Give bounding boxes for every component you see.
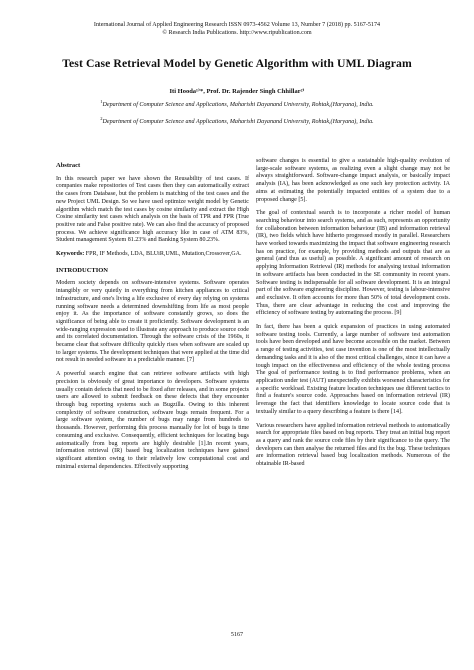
introduction-paragraph-1: Modern society depends on software-intensive systems. Software operates intangibly or very quietly in everything from kitchen appliances to critical infrastructure, and one's living a life exclusive of every day relying on systems running software needs a determined downshifting from life as most people enjoy it. As the importance of software constantly grows, so does the significance of being able to create it proficiently. Software development is an wide-ranging expression used to illustrate any approach to produce source code and its correlated documentation. Through the software crisis of the 1960s, it became clear that software difficulty quickly rises when software are scaled up to larger systems. The development techniques that were applied at the time did not result in needed software in a predictable manner. [7] (56, 280, 249, 364)
affiliation-1-mark: 1 (100, 99, 103, 104)
left-column (56, 160, 249, 477)
journal-header-line1: International Journal of Applied Engineering Research ISSN 0973-4562 Volume 13, Number 7 (2018) pp. 5167-5174 (93, 22, 381, 28)
right-paragraph-2: The goal of contextual search is to incorporate a richer model of human searching behaviour into search systems, and as such, represents an opportunity for collaboration between information behaviour (IB) and information retrieval (IR), two fields which have hitherto progressed mostly in parallel. Researchers have worked towards maximizing the impact that software engineering research has on practice, for example, by providing methods and outputs that are as general (and thus as useful) as possible. A significant amount of research on applying Information Retrieval (IR) methods for analysing textual information in software artifacts has been conducted in the SE community in recent years. Software testing is indispensable for all software development. It is an integral part of the software engineering discipline. However, testing is labour-intensive and exclusive. It often accounts for more than 50% of total development costs. Thus, there are clear advantage in reducing the cost and improving the efficiency of software testing by automating the process. [9] (256, 210, 450, 317)
journal-header-line2: © Research India Publications. http://www.ripublication.com (162, 30, 312, 37)
affiliation-2-mark: 2 (100, 116, 103, 121)
affiliation-2 (10, 116, 464, 125)
right-paragraph-1: software changes is essential to give a sustainable high-quality evolution of large-scale software systems, as realizing even a slight change may not be always straightforward. Software-change impact analysis, or basically impact analysis (IA), has been acknowledged as one such key protection activity. IA aims at estimating the potentially impacted entities of a system due to a proposed change [5]. (256, 158, 450, 203)
right-paragraph-3: In fact, there has been a quick expansion of practices in using automated software testing tools. Currently, a large number of software test automation tools have been developed and have become accessible on the market. Between a range of testing activities, test case invention is one of the most intellectually demanding tasks and it is also of the most critical challenges, since it can have a tough impact on the effectiveness and efficiency of the whole testing process The goal of performance testing is to find performance problems, when an application under test (AUT) unexpectedly exhibits worsened characteristics for a specific workload. Existing feature location techniques use different tactics to find a feature's source code. Approaches based on information retrieval (IR) leverage the fact that identifiers knowledge to locate source code that is textually similar to a query describing a feature is there [14]. (256, 324, 450, 415)
keywords-label: Keywords: (56, 251, 85, 258)
affiliation-2-text: Department of Computer Science and Applications, Maharishi Dayanand University, Rohtak,(Haryana), India. (102, 119, 374, 126)
keywords-text: FPR, IF Methods, LDA, BLUiR,UML, Mutation,Crossover,GA. (85, 251, 242, 258)
journal-header (20, 21, 454, 38)
affiliation-1-text: Department of Computer Science and Applications, Maharishi Dayanand University, Rohtak,(Haryana), India. (102, 102, 374, 109)
right-column (256, 158, 450, 475)
abstract-heading: Abstract (56, 162, 81, 169)
keywords (56, 251, 249, 259)
right-paragraph-4: Various researchers have applied information retrieval methods to automatically search for appropriate files based on bug reports. They treat an initial bug report as a query and rank the source code files by their significance to the query. The developers can then analyse the returned files and fix the bug. These techniques are information retrieval based bug localization methods. Numerous of the obtainable IR-based (256, 422, 450, 468)
introduction-heading: INTRODUCTION (56, 266, 109, 274)
abstract-text: In this research paper we have shown the Reusability of test cases. If companies make repositories of Test cases then they can automatically extract the cases from Database, but the problem is matching of the test cases and the new Project UML Design. So we have used optimize weight model by Genetic algorithm which match the test cases by cosine similarity and extract the High Cosine similarity test cases which analysis on the basis of TPR and FPR (True positive rate and False positive rate). We can also find the accuracy of proposed process. We achieve significance high accuracy like in case of ATM 83%, Student management System 81.23% and Banking System 80.23%. (56, 175, 249, 244)
page-number: 5167 (230, 632, 244, 638)
paper-title: Test Case Retrieval Model by Genetic Algorithm with UML Diagram (62, 57, 412, 70)
affiliation-1 (10, 99, 464, 108)
introduction-paragraph-2: A powerful search engine that can retrieve software artifacts with high precision is obviously of great importance to developers. Software systems usually contain defects that need to be fixed after releases, and in some projects users are allowed to submit feedback on these defects that they encounter through bug reporting systems such as Bugzilla. Owing to this inherent complexity of software construction, software bugs remain frequent. For a large software system, the number of bugs may range from hundreds to thousands. However, performing this process manually for lot of bugs is time consuming and exclusive. Consequently, efficient techniques for locating bugs automatically from bug reports are highly desirable [1].In recent years, information retrieval (IR) based bug localization techniques have gained significant attention owing to their relatively low computational cost and minimal external dependencies. Effectively supporting (56, 371, 249, 470)
author-list: Iti Hooda¹⁾*, Prof. Dr. Rajender Singh Chhillar²⁾ (169, 88, 305, 95)
